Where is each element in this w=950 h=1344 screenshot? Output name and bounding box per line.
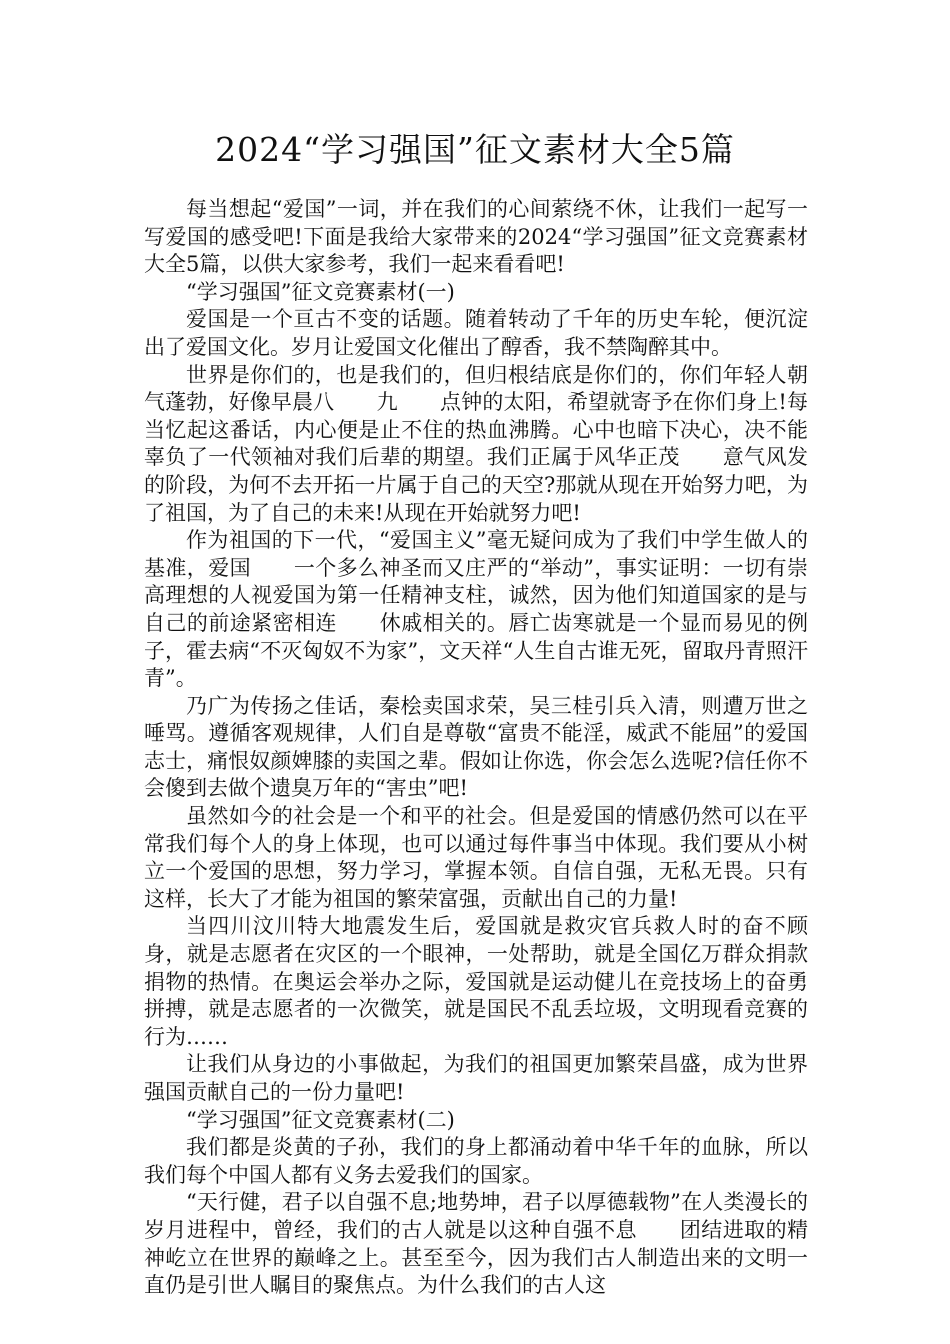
- section-heading: “学习强国”征文竞赛素材(一): [186, 279, 455, 304]
- paragraph: 让我们从身边的小事做起，为我们的祖国更加繁荣昌盛，成为世界强国贡献自己的一份力量吧!: [144, 1052, 808, 1104]
- paragraph: 当四川汶川特大地震发生后，爱国就是救灾官兵救人时的奋不顾身，就是志愿者在灾区的一个眼神，一处帮助，就是全国亿万群众捐款捐物的热情。在奥运会举办之际，爱国就是运动健儿在竞技场上的奋勇拼搏，就是志愿者的一次微笑，就是国民不乱丢垃圾，文明现看竞赛的行为……: [144, 914, 808, 1049]
- paragraph: 作为祖国的下一代，“爱国主义”毫无疑问成为了我们中学生做人的基准，爱国 一个多么神圣而又庄严的“举动”，事实证明：一切有崇高理想的人视爱国为第一任精神支柱，诚然，因为他们知道国家的是与自己的前途紧密相连 休戚相关的。唇亡齿寒就是一个显而易见的例子，霍去病“不灭匈奴不为家”，文天祥“人生自古谁无死，留取丹青照汗青”。: [144, 528, 808, 691]
- paragraph: 乃广为传扬之佳话，秦桧卖国求荣，吴三桂引兵入清，则遭万世之唾骂。遵循客观规律，人们自是尊敬“富贵不能淫，威武不能屈”的爱国志士，痛恨奴颜婢膝的卖国之辈。假如让你选，你会怎么选呢?信任你不会傻到去做个遗臭万年的“害虫”吧!: [144, 693, 808, 801]
- section-heading: “学习强国”征文竞赛素材(二): [186, 1107, 455, 1132]
- document-body: [144, 196, 808, 1300]
- paragraph: 虽然如今的社会是一个和平的社会。但是爱国的情感仍然可以在平常我们每个人的身上体现，也可以通过每件事当中体现。我们要从小树立一个爱国的思想，努力学习，掌握本领。自信自强，无私无畏。只有这样，长大了才能为祖国的繁荣富强，贡献出自己的力量!: [144, 804, 808, 911]
- document-title: 2024“学习强国”征文素材大全5篇: [215, 130, 735, 169]
- paragraph: “天行健，君子以自强不息;地势坤，君子以厚德载物”在人类漫长的岁月进程中，曾经，我们的古人就是以这种自强不息 团结进取的精神屹立在世界的巅峰之上。甚至至今，因为我们古人制造出来的文明一直仍是引世人瞩目的聚焦点。为什么我们的古人这: [144, 1190, 808, 1298]
- paragraph: 世界是你们的，也是我们的，但归根结底是你们的，你们年轻人朝气蓬勃，好像早晨八 九 点钟的太阳，希望就寄予在你们身上!每当忆起这番话，内心便是止不住的热血沸腾。心中也暗下决心，决不能辜负了一代领袖对我们后辈的期望。我们正属于风华正茂 意气风发的阶段，为何不去开拓一片属于自己的天空?那就从现在开始努力吧，为了祖国，为了自己的未来!从现在开始就努力吧!: [144, 362, 808, 525]
- paragraph: 爱国是一个亘古不变的话题。随着转动了千年的历史车轮，便沉淀出了爱国文化。岁月让爱国文化催出了醇香，我不禁陶醉其中。: [144, 307, 808, 359]
- intro-paragraph: 每当想起“爱国”一词，并在我们的心间萦绕不休，让我们一起写一写爱国的感受吧!下面是我给大家带来的2024“学习强国”征文竞赛素材大全5篇，以供大家参考，我们一起来看看吧!: [144, 197, 808, 277]
- paragraph: 我们都是炎黄的子孙，我们的身上都涌动着中华千年的血脉，所以我们每个中国人都有义务去爱我们的国家。: [144, 1135, 808, 1187]
